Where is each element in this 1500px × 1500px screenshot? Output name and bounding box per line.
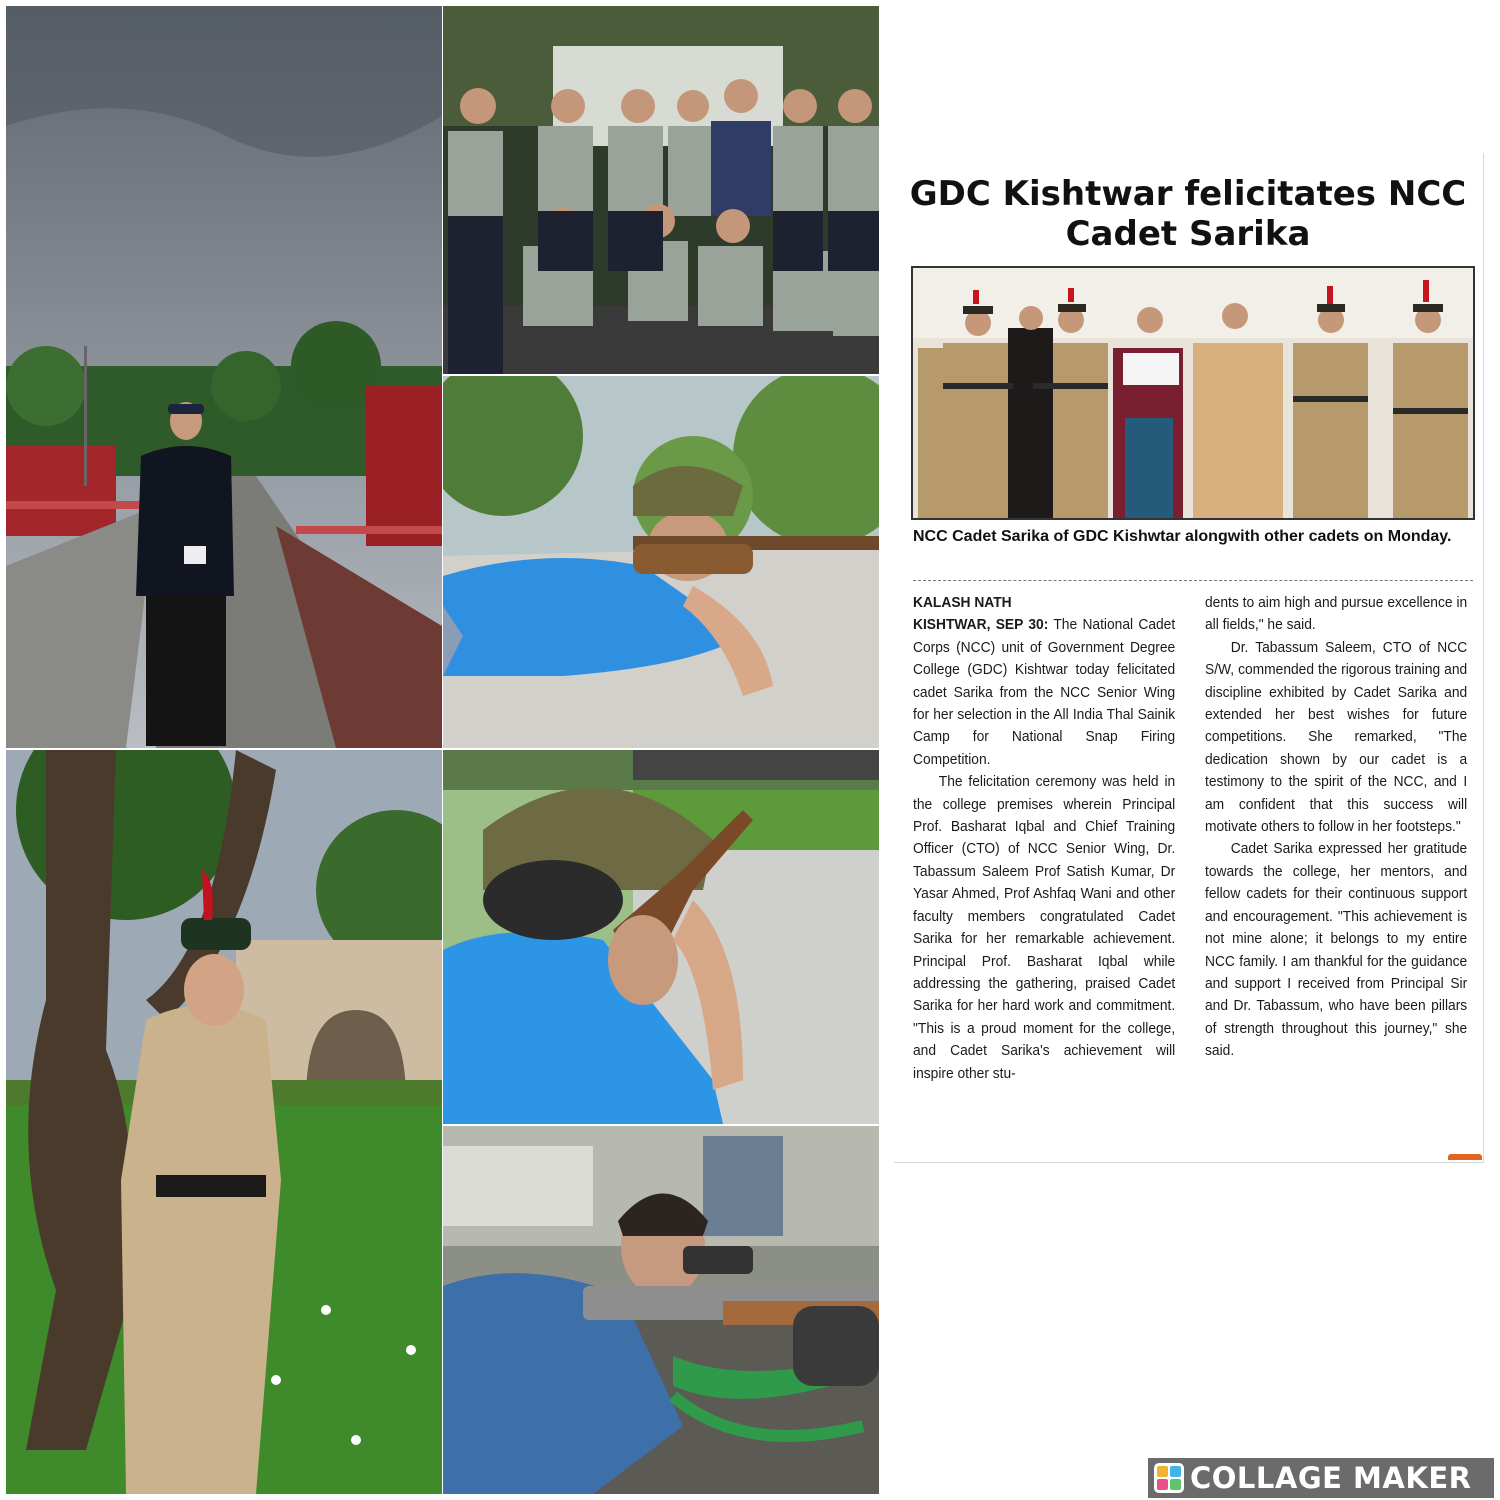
- collage-maker-watermark: [1148, 1458, 1494, 1498]
- paragraph: The National Cadet Corps (NCC) unit of Government Degree College (GDC) Kishtwar today felicitated cadet Sarika from the NCC Senior Wing for her selection in the All India Thal Sainik Camp for National Snap Firing Competition.: [913, 616, 1176, 768]
- paragraph: Dr. Tabassum Saleem, CTO of NCC S/W, commended the rigorous training and discipline exhibited by Cadet Sarika and extended her best wishes for future competitions. She remarked, "The dedication shown by our cadet is a testimony to the spirit of the NCC, and I am confident that this success will motivate others to follow in her footsteps.": [1205, 638, 1468, 836]
- collage-maker-logo-icon: [1154, 1463, 1184, 1493]
- photo-caption: NCC Cadet Sarika of GDC Kishwtar alongwith other cadets on Monday.: [913, 528, 1452, 545]
- range-shooting-photo: [443, 1126, 879, 1494]
- uniform-portrait-photo: [6, 750, 442, 1494]
- aiming-closeup-photo: [443, 750, 879, 1124]
- parade-ground-photo: [6, 6, 442, 748]
- byline: KALASH NATH: [913, 594, 1012, 611]
- group-photo: [443, 6, 879, 374]
- accent-mark: [1448, 1154, 1482, 1160]
- article-column-left: [913, 592, 1175, 1085]
- article-column-right: [1205, 592, 1467, 1063]
- watermark-text: COLLAGE MAKER: [1190, 1461, 1472, 1495]
- article-photo: [911, 266, 1475, 520]
- paragraph: dents to aim high and pursue excellence in all fields," he said.: [1205, 594, 1468, 634]
- divider: [913, 580, 1473, 581]
- newspaper-clipping: [893, 152, 1483, 1162]
- article-headline: GDC Kishtwar felicitates NCC Cadet Sarika: [909, 174, 1467, 254]
- prone-shooting-photo: [443, 376, 879, 748]
- paragraph: Cadet Sarika expressed her gratitude towards the college, her mentors, and fellow cadets for their continuous support and encouragement. "This achievement is not mine alone; it belongs to my entire NCC family. I am thankful for the guidance and support I received from Principal Sir and Dr. Tabassum, who have been pillars of strength throughout this journey," she said.: [1205, 840, 1468, 1060]
- dateline: KISHTWAR, SEP 30:: [913, 616, 1049, 634]
- paragraph: The felicitation ceremony was held in the college premises wherein Principal Prof. Basharat Iqbal and Chief Training Officer (CTO) of NCC Senior Wing, Dr. Tabassum Saleem Prof Satish Kumar, Dr Yasar Ahmed, Prof Ashfaq Wani and other faculty members congratulated Cadet Sarika for her remarkable achievement. Principal Prof. Basharat Iqbal while addressing the gathering, praised Cadet Sarika for her hard work and commitment. "This is a proud moment for the college, and Cadet Sarika's achievement will inspire other stu-: [913, 773, 1176, 1082]
